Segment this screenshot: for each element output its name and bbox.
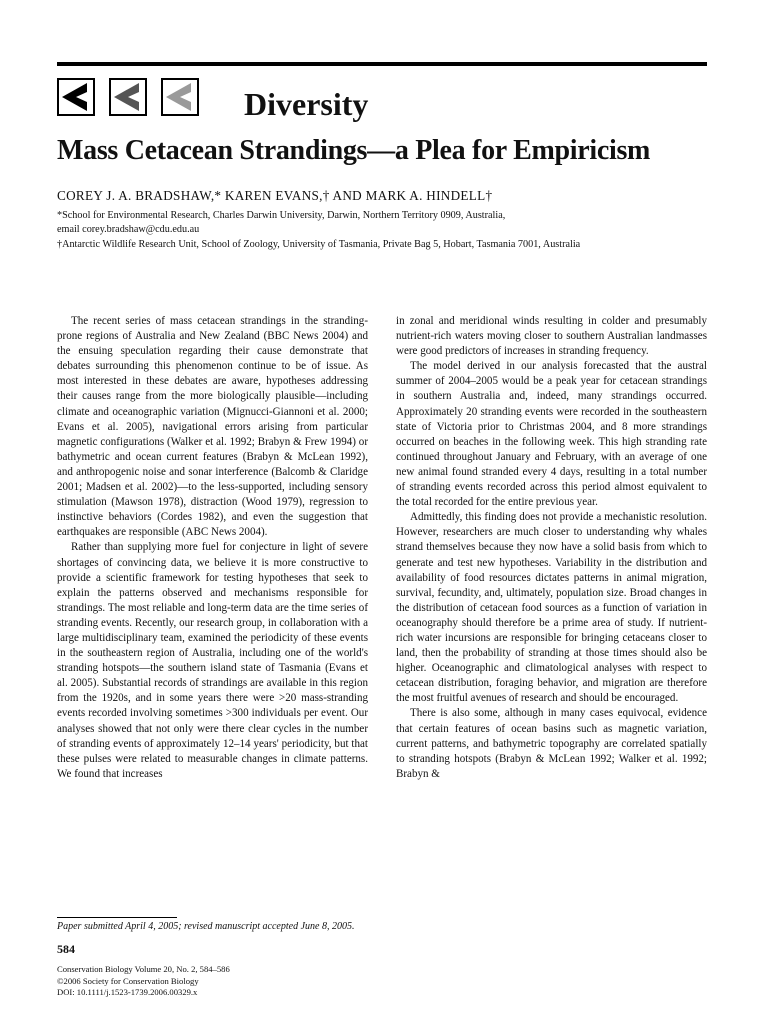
journal-info xyxy=(57,964,230,999)
article-title: Mass Cetacean Strandings—a Plea for Empiricism xyxy=(57,135,651,166)
chevron-left-icon-medium xyxy=(109,78,147,116)
page-number: 584 xyxy=(57,942,75,956)
author-list: COREY J. A. BRADSHAW,* KAREN EVANS,† AND MARK A. HINDELL† xyxy=(57,188,493,203)
journal-citation: Conservation Biology Volume 20, No. 2, 584–586 xyxy=(57,964,230,974)
chevron-left-icon-dark xyxy=(57,78,95,116)
copyright: ©2006 Society for Conservation Biology xyxy=(57,975,199,986)
top-rule xyxy=(57,62,707,66)
doi: DOI: 10.1111/j.1523-1739.2006.00329.x xyxy=(57,987,198,997)
section-title: Diversity xyxy=(244,86,369,122)
paragraph: The model derived in our analysis forecasted that the austral summer of 2004–2005 would be a peak year for cetacean strandings in southern Australia and, indeed, many strandings occurred. Approximately 20 stranding events were recorded in the southeastern state of Victoria prior to Christmas 2004, and 8 more strandings occurred on beaches in the following week. This high stranding rate continued throughout January and February, with an average of one new animal found stranded every 4 days, resulting in a total number of stranding events recorded across this period almost equivalent to the total recorded for the entire previous year. xyxy=(396,360,707,509)
affiliation-1-email: email corey.bradshaw@cdu.edu.au xyxy=(57,224,200,235)
section-logo xyxy=(57,78,199,116)
paragraph: Admittedly, this finding does not provide a mechanistic resolution. However, researchers are much closer to understanding why whales strand themselves because they now have a solid basis from which to generate and test new hypotheses. Variability in the distribution and availability of food resources dictates patterns in animal migration, survival, fecundity, and, ultimately, population size. Broad changes in the distribution of cetacean food sources as a function of variation in oceanography should therefore be a prime area of study. If nutrient-rich water incursions are responsible for bringing cetaceans closer to land, then the probability of stranding at those times should also be higher. Oceanographic and climatological analyses with respect to cetacean distribution, foraging behavior, and migration are therefore the most fruitful avenues of research and should be encouraged. xyxy=(396,511,707,705)
submission-note: Paper submitted April 4, 2005; revised manuscript accepted June 8, 2005. xyxy=(57,921,355,932)
body-column-left xyxy=(57,314,368,782)
body-column-right xyxy=(396,314,707,782)
affiliation-1: *School for Environmental Research, Charles Darwin University, Darwin, Northern Territory 0909, Australia, xyxy=(57,210,506,221)
paragraph: Rather than supplying more fuel for conjecture in light of severe shortages of convincing data, we believe it is more constructive to provide a scientific framework for testing hypotheses that seek to explain the patterns observed and mechanisms responsible for strandings. The most reliable and long-term data are the time series of stranding events. Recently, our research group, in collaboration with a large multidisciplinary team, examined the periodicity of these events in the southeastern region of Australia, including one of the world's stranding hotspots—the southern island state of Tasmania (Evans et al. 2005). Substantial records of strandings are available in this region from the 1920s, and in some years there were >20 mass-stranding events recorded involving sometimes >300 individuals per event. Our analyses showed that not only were there clear cycles in the number of stranding events of approximately 12–14 years' periodicity, but that these pulses were related to measurable changes in climate patterns. We found that increases xyxy=(57,541,368,780)
paragraph-continuation: in zonal and meridional winds resulting in colder and presumably nutrient-rich waters moving closer to southern Australian landmasses were good predictors of increases in stranding frequency. xyxy=(396,315,707,358)
paragraph: There is also some, although in many cases equivocal, evidence that certain features of ocean basins such as magnetic variation, current patterns, and bathymetric topography are correlated spatially to stranding hotspots (Brabyn & McLean 1992; Walker et al. 1992; Brabyn & xyxy=(396,707,707,780)
footnote-rule xyxy=(57,917,177,918)
paragraph: The recent series of mass cetacean strandings in the stranding-prone regions of Australia and New Zealand (BBC News 2004) and the ensuing speculation regarding their cause demonstrate that debates surrounding this phenomenon continue to be of issue. As most interested in these debates are aware, hypotheses addressing their causes range from the more biologically plausible—including climate and oceanographic variation (Mignucci-Giannoni et al. 2000; Evans et al. 2005), navigational errors arising from particular magnetic configurations (Walker et al. 1992; Brabyn & Frew 1994) or bathymetric and ocean current features (Brabyn & McLean 1992), and anthropogenic noise and sonar interference (Balcomb & Claridge 2001; Madsen et al. 2002)—to the less-supported, including sensory stimulation (Mawson 1978), distraction (Wood 1979), regression to instinctive behaviors (Cordes 1982), and even the suggestion that earthquakes are responsible (ABC News 2004). xyxy=(57,315,368,539)
chevron-left-icon-light xyxy=(161,78,199,116)
affiliation-2: †Antarctic Wildlife Research Unit, School of Zoology, University of Tasmania, Private Bag 5, Hobart, Tasmania 7001, Australia xyxy=(57,239,581,250)
